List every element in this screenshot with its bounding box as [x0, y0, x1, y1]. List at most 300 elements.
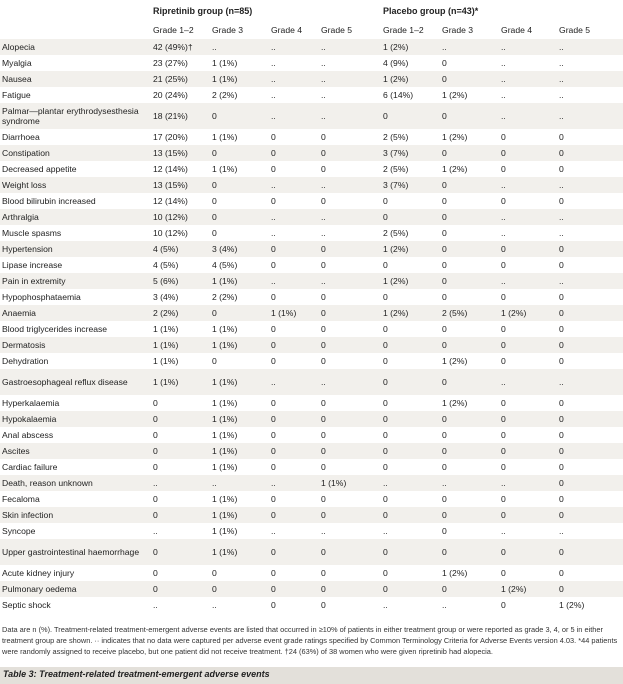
table-cell: ..	[557, 209, 623, 225]
table-cell: 0	[319, 129, 381, 145]
table-cell: 0	[319, 353, 381, 369]
table-cell: 0	[557, 581, 623, 597]
adverse-event-name: Hypophosphataemia	[0, 289, 151, 305]
table-cell: 0	[499, 241, 557, 257]
table-cell: 1 (1%)	[210, 491, 269, 507]
adverse-event-name: Blood bilirubin increased	[0, 193, 151, 209]
table-cell: 0	[269, 539, 319, 565]
table-cell: 1 (1%)	[151, 337, 210, 353]
table-cell: 1 (1%)	[210, 55, 269, 71]
table-cell: 2 (2%)	[151, 305, 210, 321]
table-cell: 2 (5%)	[381, 129, 440, 145]
table-row	[0, 55, 623, 71]
table-cell: 0	[381, 395, 440, 411]
table-cell: 1 (2%)	[440, 395, 499, 411]
table-cell: 0	[269, 353, 319, 369]
table-cell: 0	[269, 395, 319, 411]
adverse-event-name: Lipase increase	[0, 257, 151, 273]
table-cell: 0	[319, 581, 381, 597]
table-cell: 0	[269, 193, 319, 209]
table-cell: 1 (2%)	[440, 161, 499, 177]
table-cell: 0	[557, 475, 623, 491]
table-cell: 0	[440, 459, 499, 475]
table-cell: 0	[557, 565, 623, 581]
table-cell: 20 (24%)	[151, 87, 210, 103]
table-cell: 0	[499, 129, 557, 145]
table-cell: ..	[319, 225, 381, 241]
table-cell: 0	[440, 491, 499, 507]
table-cell: 2 (5%)	[440, 305, 499, 321]
table-cell: 0	[151, 443, 210, 459]
table-cell: 0	[210, 225, 269, 241]
table-row	[0, 337, 623, 353]
table-cell: 0	[319, 459, 381, 475]
adverse-event-name: Weight loss	[0, 177, 151, 193]
table-cell: 0	[440, 225, 499, 241]
table-cell: 0	[499, 145, 557, 161]
table-cell: ..	[151, 475, 210, 491]
table-cell: 0	[269, 581, 319, 597]
table-cell: 4 (5%)	[210, 257, 269, 273]
table-cell: ..	[319, 209, 381, 225]
table-cell: ..	[557, 273, 623, 289]
table-cell: ..	[557, 71, 623, 87]
table-row	[0, 581, 623, 597]
adverse-event-name: Palmar—plantar erythrodysesthesia syndrome	[0, 103, 151, 129]
table-cell: 0	[499, 565, 557, 581]
table-cell: 1 (1%)	[319, 475, 381, 491]
adverse-event-name: Skin infection	[0, 507, 151, 523]
grade-header: Grade 4	[499, 21, 557, 39]
adverse-event-name: Pain in extremity	[0, 273, 151, 289]
table-cell: 0	[210, 353, 269, 369]
table-cell: 2 (5%)	[381, 161, 440, 177]
table-cell: 0	[499, 443, 557, 459]
table-cell: 2 (2%)	[210, 87, 269, 103]
table-cell: 0	[557, 427, 623, 443]
table-cell: 0	[381, 443, 440, 459]
table-cell: 1 (2%)	[381, 71, 440, 87]
adverse-event-name: Constipation	[0, 145, 151, 161]
table-cell: ..	[557, 87, 623, 103]
adverse-event-name: Hypertension	[0, 241, 151, 257]
table-cell: ..	[319, 177, 381, 193]
table-cell: 1 (1%)	[151, 369, 210, 395]
adverse-event-name: Diarrhoea	[0, 129, 151, 145]
table-cell: ..	[210, 39, 269, 55]
table-cell: 0	[381, 209, 440, 225]
table-cell: ..	[319, 273, 381, 289]
table-cell: 0	[381, 411, 440, 427]
table-cell: 0	[269, 321, 319, 337]
table-cell: 0	[269, 145, 319, 161]
table-cell: ..	[499, 475, 557, 491]
table-row	[0, 209, 623, 225]
table-row	[0, 597, 623, 613]
group-header: Placebo group (n=43)*	[381, 0, 623, 21]
table-row	[0, 71, 623, 87]
table-row	[0, 523, 623, 539]
table-cell: 0	[557, 539, 623, 565]
table-row	[0, 257, 623, 273]
adverse-event-name: Upper gastrointestinal haemorrhage	[0, 539, 151, 565]
table-cell: ..	[151, 597, 210, 613]
grade-header: Grade 5	[319, 21, 381, 39]
table-cell: 0	[499, 395, 557, 411]
table-cell: 21 (25%)	[151, 71, 210, 87]
table-cell: 1 (1%)	[210, 337, 269, 353]
table-cell: 0	[319, 241, 381, 257]
table-cell: 0	[557, 507, 623, 523]
table-row	[0, 161, 623, 177]
table-cell: ..	[269, 475, 319, 491]
table-cell: 0	[151, 395, 210, 411]
table-cell: 0	[210, 193, 269, 209]
table-cell: 1 (1%)	[210, 459, 269, 475]
grade-header: Grade 1–2	[381, 21, 440, 39]
table-cell: 0	[381, 193, 440, 209]
table-cell: 1 (2%)	[381, 39, 440, 55]
table-cell: 0	[440, 145, 499, 161]
table-cell: ..	[319, 87, 381, 103]
table-cell: 0	[381, 581, 440, 597]
table-cell: 0	[319, 257, 381, 273]
adverse-event-name: Fecaloma	[0, 491, 151, 507]
table-cell: 0	[319, 427, 381, 443]
table-cell: ..	[499, 103, 557, 129]
table-row	[0, 491, 623, 507]
table-cell: ..	[269, 39, 319, 55]
table-cell: 0	[440, 103, 499, 129]
table-cell: 0	[557, 241, 623, 257]
table-cell: 13 (15%)	[151, 177, 210, 193]
table-cell: 0	[210, 209, 269, 225]
table-cell: 0	[269, 459, 319, 475]
adverse-event-name: Ascites	[0, 443, 151, 459]
table-cell: 0	[319, 193, 381, 209]
table-row	[0, 475, 623, 491]
table-cell: 1 (2%)	[440, 87, 499, 103]
table-cell: 0	[381, 289, 440, 305]
table-cell: 0	[440, 321, 499, 337]
table-header	[0, 0, 623, 39]
table-cell: ..	[319, 103, 381, 129]
grade-header: Grade 1–2	[151, 21, 210, 39]
table-cell: 0	[499, 597, 557, 613]
table-cell: 0	[269, 507, 319, 523]
table-cell: 1 (1%)	[210, 507, 269, 523]
table-cell: 1 (2%)	[557, 597, 623, 613]
table-cell: 0	[151, 507, 210, 523]
table-cell: 0	[499, 491, 557, 507]
table-cell: 0	[381, 539, 440, 565]
table-cell: ..	[381, 523, 440, 539]
table-cell: 0	[269, 443, 319, 459]
table-cell: ..	[269, 369, 319, 395]
adverse-event-name: Myalgia	[0, 55, 151, 71]
table-cell: ..	[319, 71, 381, 87]
table-cell: 0	[557, 353, 623, 369]
table-cell: ..	[499, 209, 557, 225]
table-cell: 1 (1%)	[269, 305, 319, 321]
table-cell: ..	[210, 475, 269, 491]
adverse-event-name: Cardiac failure	[0, 459, 151, 475]
table-cell: 0	[319, 145, 381, 161]
adverse-event-name: Nausea	[0, 71, 151, 87]
table-cell: 0	[269, 597, 319, 613]
table-cell: 1 (1%)	[210, 395, 269, 411]
adverse-event-name: Blood triglycerides increase	[0, 321, 151, 337]
table-cell: 0	[151, 427, 210, 443]
table-cell: ..	[499, 55, 557, 71]
grade-header: Grade 3	[210, 21, 269, 39]
table-cell: ..	[381, 475, 440, 491]
table-cell: 0	[381, 257, 440, 273]
adverse-event-name: Syncope	[0, 523, 151, 539]
table-cell: 0	[269, 161, 319, 177]
table-cell: 12 (14%)	[151, 161, 210, 177]
table-cell: 0	[319, 305, 381, 321]
table-cell: ..	[499, 225, 557, 241]
table-cell: 0	[210, 581, 269, 597]
table-cell: 0	[319, 507, 381, 523]
table-cell: 0	[269, 129, 319, 145]
group-header-row	[0, 0, 623, 21]
table-cell: 0	[210, 565, 269, 581]
table-cell: 1 (1%)	[210, 129, 269, 145]
table-cell: 42 (49%)†	[151, 39, 210, 55]
table-cell: 0	[269, 337, 319, 353]
table-cell: 0	[269, 257, 319, 273]
table-cell: 0	[557, 459, 623, 475]
table-cell: 0	[269, 241, 319, 257]
table-cell: 3 (7%)	[381, 145, 440, 161]
table-row	[0, 369, 623, 395]
table-cell: 0	[499, 257, 557, 273]
table-cell: 0	[440, 369, 499, 395]
table-cell: 0	[269, 565, 319, 581]
table-cell: 0	[440, 241, 499, 257]
table-cell: 0	[440, 507, 499, 523]
table-row	[0, 273, 623, 289]
table-row	[0, 305, 623, 321]
table-cell: 0	[151, 459, 210, 475]
table-cell: ..	[269, 273, 319, 289]
table-cell: 0	[557, 443, 623, 459]
table-cell: 23 (27%)	[151, 55, 210, 71]
table-cell: ..	[269, 177, 319, 193]
table-row	[0, 443, 623, 459]
table-cell: 0	[557, 145, 623, 161]
table-cell: 0	[499, 539, 557, 565]
table-cell: ..	[269, 55, 319, 71]
table-cell: 0	[269, 491, 319, 507]
grade-header-blank	[0, 21, 151, 39]
table-cell: 1 (1%)	[210, 443, 269, 459]
table-row	[0, 539, 623, 565]
table-cell: 0	[499, 193, 557, 209]
adverse-event-name: Gastroesophageal reflux disease	[0, 369, 151, 395]
table-cell: ..	[269, 523, 319, 539]
table-cell: 0	[499, 353, 557, 369]
table-cell: ..	[440, 39, 499, 55]
table-row	[0, 145, 623, 161]
table-cell: 5 (6%)	[151, 273, 210, 289]
table-cell: 0	[440, 55, 499, 71]
table-cell: ..	[440, 475, 499, 491]
table-cell: ..	[319, 55, 381, 71]
table-cell: 0	[499, 161, 557, 177]
table-cell: ..	[499, 177, 557, 193]
table-cell: 0	[557, 129, 623, 145]
table-cell: 3 (4%)	[151, 289, 210, 305]
table-cell: 0	[557, 289, 623, 305]
table-cell: 0	[499, 337, 557, 353]
table-cell: 0	[499, 411, 557, 427]
adverse-event-name: Anal abscess	[0, 427, 151, 443]
table-cell: 13 (15%)	[151, 145, 210, 161]
table-cell: 10 (12%)	[151, 209, 210, 225]
table-cell: 0	[557, 257, 623, 273]
table-cell: 1 (1%)	[210, 71, 269, 87]
table-cell: 1 (1%)	[151, 353, 210, 369]
table-row	[0, 411, 623, 427]
table-row	[0, 39, 623, 55]
table-row	[0, 565, 623, 581]
table-cell: 0	[499, 289, 557, 305]
table-cell: 1 (1%)	[210, 523, 269, 539]
table-row	[0, 353, 623, 369]
table-cell: 0	[151, 491, 210, 507]
table-cell: 0	[440, 257, 499, 273]
table-cell: 0	[557, 161, 623, 177]
table-cell: 1 (2%)	[381, 273, 440, 289]
adverse-event-name: Muscle spasms	[0, 225, 151, 241]
table-cell: 0	[440, 443, 499, 459]
table-cell: 0	[210, 177, 269, 193]
grade-header-row	[0, 21, 623, 39]
table-cell: 0	[557, 193, 623, 209]
table-cell: 0	[499, 459, 557, 475]
table-cell: 17 (20%)	[151, 129, 210, 145]
table-cell: 1 (1%)	[210, 161, 269, 177]
adverse-event-name: Acute kidney injury	[0, 565, 151, 581]
table-row	[0, 289, 623, 305]
table-cell: 0	[381, 369, 440, 395]
table-row	[0, 241, 623, 257]
table-cell: 0	[557, 395, 623, 411]
table-cell: ..	[499, 87, 557, 103]
table-cell: 0	[381, 491, 440, 507]
table-cell: ..	[210, 597, 269, 613]
table-cell: ..	[557, 39, 623, 55]
table-cell: 0	[319, 337, 381, 353]
table-cell: 0	[319, 443, 381, 459]
table-cell: 0	[319, 411, 381, 427]
table-cell: 1 (1%)	[151, 321, 210, 337]
table-cell: ..	[557, 369, 623, 395]
table-cell: 0	[269, 411, 319, 427]
table-cell: 0	[151, 411, 210, 427]
table-cell: 0	[381, 427, 440, 443]
table-cell: 0	[319, 161, 381, 177]
table-cell: 0	[319, 491, 381, 507]
table-row	[0, 129, 623, 145]
table-cell: 0	[269, 427, 319, 443]
group-header: Ripretinib group (n=85)	[151, 0, 381, 21]
table-row	[0, 321, 623, 337]
table-cell: 0	[151, 581, 210, 597]
table-cell: 1 (1%)	[210, 427, 269, 443]
table-cell: 0	[381, 103, 440, 129]
table-cell: 1 (1%)	[210, 539, 269, 565]
table-cell: ..	[557, 55, 623, 71]
adverse-event-name: Hyperkalaemia	[0, 395, 151, 411]
table-row	[0, 177, 623, 193]
table-cell: 0	[557, 305, 623, 321]
table-cell: 0	[557, 411, 623, 427]
adverse-event-name: Decreased appetite	[0, 161, 151, 177]
table-row	[0, 507, 623, 523]
table-cell: 1 (2%)	[381, 305, 440, 321]
table-cell: ..	[499, 273, 557, 289]
adverse-event-name: Hypokalaemia	[0, 411, 151, 427]
table-cell: ..	[319, 39, 381, 55]
table-cell: ..	[557, 177, 623, 193]
adverse-event-name: Alopecia	[0, 39, 151, 55]
adverse-event-name: Dehydration	[0, 353, 151, 369]
table-row	[0, 395, 623, 411]
adverse-event-name: Arthralgia	[0, 209, 151, 225]
table-cell: ..	[557, 523, 623, 539]
adverse-event-name: Death, reason unknown	[0, 475, 151, 491]
table-cell: 1 (1%)	[210, 273, 269, 289]
table-cell: 0	[440, 539, 499, 565]
table-cell: ..	[319, 369, 381, 395]
table-cell: 0	[381, 459, 440, 475]
grade-header: Grade 4	[269, 21, 319, 39]
grade-header: Grade 3	[440, 21, 499, 39]
table-cell: 2 (5%)	[381, 225, 440, 241]
table-cell: 0	[210, 305, 269, 321]
table-cell: 0	[499, 427, 557, 443]
table-row	[0, 225, 623, 241]
table-cell: 1 (2%)	[440, 565, 499, 581]
table-caption: Table 3: Treatment-related treatment-emergent adverse events	[3, 669, 270, 679]
adverse-event-name: Fatigue	[0, 87, 151, 103]
table-cell: ..	[381, 597, 440, 613]
table-cell: 3 (7%)	[381, 177, 440, 193]
table-footnote: Data are n (%). Treatment-related treatment-emergent adverse events are listed that occurred in ≥10% of patients in either treatment group or were reported as grade 3, 4, or 5 in either treatment group are shown. ·· indicates that no data were captured per adverse event grade ratings specified by Common Terminology Criteria for Adverse Events version 4.03. *44 patients were randomly assigned to receive placebo, but one patient did not receive treatment. †24 (63%) of 38 women who were given ripretinib had alopecia.	[2, 625, 618, 656]
table-cell: 0	[440, 337, 499, 353]
table-row	[0, 427, 623, 443]
table-cell: ..	[440, 597, 499, 613]
table-cell: 0	[499, 507, 557, 523]
table-cell: 18 (21%)	[151, 103, 210, 129]
table-cell: 1 (1%)	[210, 321, 269, 337]
table-cell: 0	[440, 177, 499, 193]
table-cell: 6 (14%)	[381, 87, 440, 103]
table-cell: 0	[440, 581, 499, 597]
table-cell: 0	[151, 539, 210, 565]
group-header-blank	[0, 0, 151, 21]
table-cell: 0	[381, 507, 440, 523]
table-cell: 0	[381, 337, 440, 353]
table-cell: 0	[440, 427, 499, 443]
table-cell: ..	[269, 103, 319, 129]
adverse-event-name: Anaemia	[0, 305, 151, 321]
table-cell: 4 (5%)	[151, 257, 210, 273]
